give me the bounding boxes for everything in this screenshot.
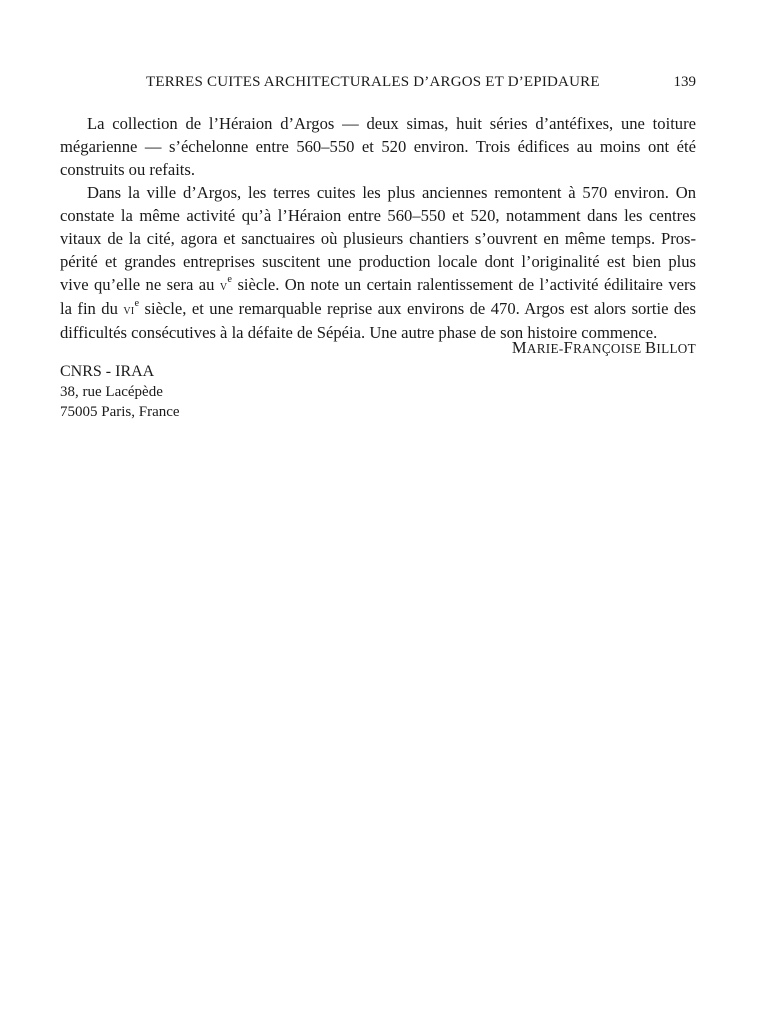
text-run: siècle, et une remarquable reprise aux environs de 470. Argos est alors sortie des	[139, 299, 696, 318]
text-line: La collection de l’Héraion d’Argos — deux simas, huit séries d’antéfixes, une toiture	[87, 114, 696, 133]
text-run: la fin du	[60, 299, 124, 318]
body-text	[60, 112, 696, 344]
text-line: périté et grandes entreprises suscitent une production locale dont l’originalité est bien plus	[60, 252, 696, 271]
text-line: Dans la ville d’Argos, les terres cuites les plus anciennes remontent à 570 environ. On	[87, 183, 696, 202]
text-line: difficultés consécutives à la défaite de Sépéia. Une autre phase de son histoire commence.	[60, 323, 658, 342]
author-name-part: ILLOT	[656, 341, 696, 356]
text-line: vitaux de la cité, agora et sanctuaires où plusieurs chantiers s’ouvrent en même temps. Pros-	[60, 229, 696, 248]
paragraph-2	[60, 181, 696, 344]
roman-numeral: v	[219, 278, 228, 293]
running-title: TERRES CUITES ARCHITECTURALES D’ARGOS ET D’EPIDAURE	[146, 74, 600, 90]
superscript: e	[134, 297, 140, 309]
text-run: siècle. On note un certain ralentissement de l’activité édilitaire vers	[232, 275, 697, 294]
text-line: mégarienne — s’échelonne entre 560–550 et 520 environ. Trois édifices au moins ont été	[60, 137, 696, 156]
text-line: construits ou refaits.	[60, 160, 196, 179]
text-line	[60, 297, 696, 321]
address-street: 38, rue Lacépède	[60, 384, 163, 400]
author-initial: B	[645, 338, 657, 357]
address-organization: CNRS - IRAA	[60, 363, 155, 380]
author-address	[60, 361, 180, 422]
paragraph-1	[60, 112, 696, 181]
roman-numeral: vi	[123, 302, 135, 317]
author-initial: M	[511, 338, 527, 357]
author-initial: F	[563, 338, 574, 357]
address-city: 75005 Paris, France	[60, 404, 180, 420]
running-head	[60, 74, 696, 96]
text-run: vive qu’elle ne sera au	[60, 275, 220, 294]
author-name-part: RANÇOISE	[573, 341, 646, 356]
author-name-part: ARIE-	[526, 341, 564, 356]
text-line	[60, 273, 696, 297]
author-signature	[512, 338, 696, 358]
superscript: e	[227, 273, 232, 285]
text-line: constate la même activité qu’à l’Héraion entre 560–550 et 520, notamment dans les centres	[60, 206, 696, 225]
page-number: 139	[673, 74, 696, 90]
